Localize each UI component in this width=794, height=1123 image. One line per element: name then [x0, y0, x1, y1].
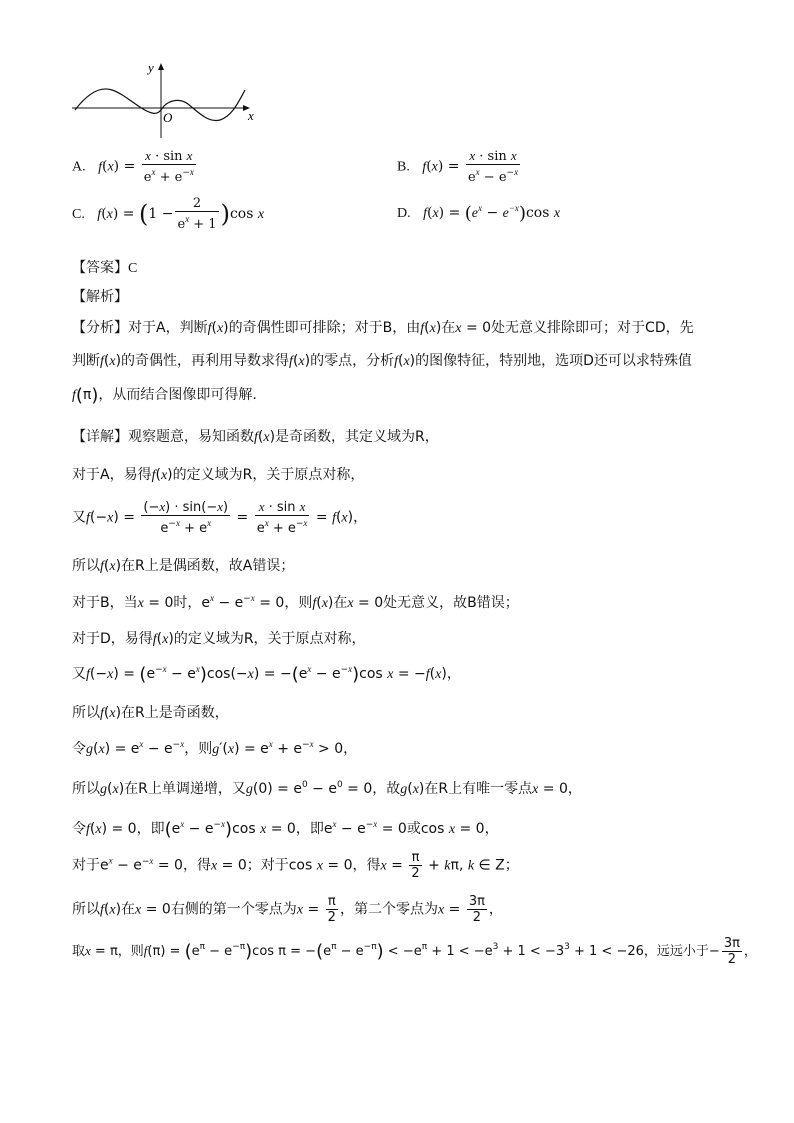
- x-axis-label: x: [248, 108, 254, 123]
- fenxi-line-1: 【分析】对于A，判断f(x)的奇偶性即可排除；对于B，由f(x)在x = 0处无意义排除即可；对于CD，先: [72, 320, 694, 336]
- answer-value: C: [128, 261, 138, 276]
- xiangjie-line-11: 令f(x) = 0，即$(e^x - e^{-x})\cos$ x = 0，即$e^x - e^{-x} = 0$或cos x = 0，: [72, 819, 499, 840]
- fenxi-line-2: 判断f(x)的奇偶性，再利用导数求得f(x)的零点，分析f(x)的图像特征，特别地，选项D还可以求特殊值: [72, 353, 692, 369]
- xiangjie-line-7: 又$f(-x) = (e^{-x} - e^x)\cos(-x) = -(e^x - e^{-x})\cos$ x = −f(x)，: [72, 664, 461, 685]
- option-a[interactable]: A. f(x) = $\frac{\text{x · sin x}}{e^x + e^{-x}}$: [72, 148, 194, 185]
- option-b[interactable]: B. f(x) = $\frac{\text{x · sin x}}{e^x - e^{-x}}$: [397, 148, 519, 185]
- y-axis-arrow: [158, 63, 164, 70]
- option-d-label: D.: [397, 206, 411, 221]
- option-c[interactable]: C. f(x) = (1 − $\frac{2}{e^x + 1}$ )cos x: [72, 196, 265, 232]
- xiangjie-line-14: 取x = π，则$f(\pi) = (e^\pi - e^{-\pi})\cos$ $\pi = -(e^\pi - e^{-\pi}) < -e^\pi + 1 < -e^3 + 1 < -3^3 + 1 < -26$，远远小于− $\frac{3\pi}{2}$ ，: [72, 936, 757, 967]
- answer-tag: 【答案】: [72, 260, 128, 276]
- option-b-fraction: $\frac{\text{x · sin x}}{e^x - e^{-x}}$: [467, 148, 519, 185]
- xiangjie-line-6: 对于D，易得f(x)的定义域为R，关于原点对称，: [72, 631, 366, 647]
- option-a-label: A.: [72, 159, 86, 175]
- function-graph: [70, 58, 265, 140]
- option-b-label: B.: [397, 159, 410, 175]
- answer-line: [72, 257, 137, 277]
- option-a-fraction: $\frac{\text{x · sin x}}{e^x + e^{-x}}$: [143, 148, 194, 185]
- xiangjie-line-10: 所以g(x)在R上单调递增，又$g(0) = e^0 - e^0 = 0$，故g(x)在R上有唯一零点x = 0，: [72, 780, 582, 797]
- xiangjie-line-2: 对于A，易得f(x)的定义域为R，关于原点对称，: [72, 467, 365, 483]
- analysis-tag: 【解析】: [72, 289, 128, 305]
- xiangjie-tag: 【详解】: [72, 429, 128, 445]
- xiangjie-line-5: 对于B，当x = 0时，$e^x - e^{-x} = 0$，则f(x)在x = 0处无意义，故B错误；: [72, 593, 519, 611]
- fenxi-tag: 【分析】: [72, 320, 128, 336]
- xiangjie-line-1: 【详解】观察题意，易知函数f(x)是奇函数，其定义域为R，: [72, 429, 439, 445]
- curve: [75, 89, 245, 121]
- xiangjie-line-3: 又f(−x) = $\frac{(-x) \cdot \sin(-x)}{e^{-x} + e^x}$ = $\frac{\text{x · sin x}}{e^x + e^{-x}}$ = f(x)，: [72, 499, 368, 536]
- xiangjie-line-9: 令$g(x) = e^x - e^{-x}$，则$g'(x) = e^x + e^{-x} > 0$，: [72, 739, 358, 757]
- option-c-fraction: $\frac{2}{e^x + 1}$: [177, 196, 217, 232]
- xiangjie-line-8: 所以f(x)在R上是奇函数，: [72, 705, 229, 721]
- option-c-label: C.: [72, 207, 85, 222]
- origin-label: O: [163, 110, 173, 125]
- fenxi-line-3: f(π)，从而结合图像即可得解.: [72, 385, 257, 406]
- xiangjie-line-4: 所以f(x)在R上是偶函数，故A错误；: [72, 558, 295, 574]
- xiangjie-line-13: 所以f(x)在x = 0右侧的第一个零点为x = $\frac{\pi}{2}$ ，第二个零点为x = $\frac{3\pi}{2}$ ，: [72, 894, 503, 925]
- option-d[interactable]: D. $f(x) = (e^x - e^{-x})\cos$ x: [397, 203, 561, 224]
- xiangjie-line-12: 对于$e^x - e^{-x} = 0$，得x = 0；对于cos x = 0，得x = $\frac{\pi}{2}$ + kπ, k ∈ Z；: [72, 850, 519, 881]
- y-axis-label: y: [148, 60, 154, 75]
